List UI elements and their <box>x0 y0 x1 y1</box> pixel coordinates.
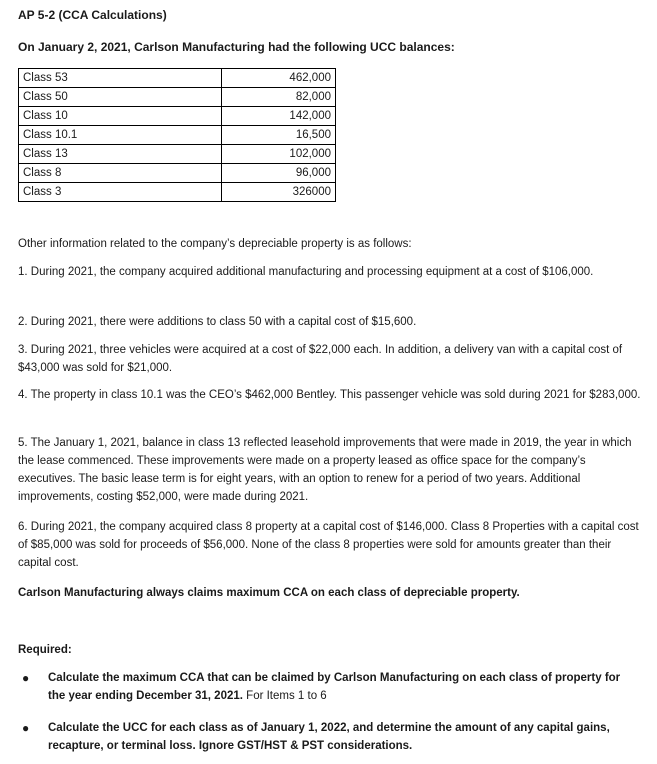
amount-cell: 96,000 <box>221 164 335 183</box>
required-item-2-bold: Calculate the UCC for each class as of January 1, 2022, and determine the amount of any capital gains, recapture, or terminal loss. Ignore GST/HST & PST considerations. <box>48 722 610 752</box>
amount-cell: 82,000 <box>221 88 335 107</box>
class-cell: Class 10.1 <box>19 126 222 145</box>
class-cell: Class 50 <box>19 88 222 107</box>
table-row <box>19 164 336 183</box>
intro-text: On January 2, 2021, Carlson Manufacturing had the following UCC balances: <box>18 40 455 54</box>
item-3: 3. During 2021, three vehicles were acquired at a cost of $22,000 each. In addition, a delivery van with a capital cost of $43,000 was sold for $21,000. <box>18 344 623 374</box>
table-row <box>19 88 336 107</box>
item-1: 1. During 2021, the company acquired additional manufacturing and processing equipment at a cost of $106,000. <box>18 266 594 278</box>
item-6: 6. During 2021, the company acquired class 8 property at a capital cost of $146,000. Class 8 Properties with a capital cost of $85,000 was sold for proceeds of $56,000. None of the class 8 properties were sold for amounts greater than their capital cost. <box>18 521 639 569</box>
amount-cell: 142,000 <box>221 107 335 126</box>
max-cca-note: Carlson Manufacturing always claims maximum CCA on each class of depreciable property. <box>18 587 520 599</box>
class-cell: Class 3 <box>19 183 222 202</box>
table-row <box>19 126 336 145</box>
problem-title: AP 5-2 (CCA Calculations) <box>18 8 167 22</box>
table-row <box>19 145 336 164</box>
bullet-icon: ● <box>22 671 30 685</box>
class-cell: Class 53 <box>19 69 222 88</box>
required-item-1-plain: For Items 1 to 6 <box>242 690 327 702</box>
table-row <box>19 107 336 126</box>
amount-cell: 462,000 <box>221 69 335 88</box>
amount-cell: 326000 <box>221 183 335 202</box>
required-item-2 <box>22 719 638 755</box>
required-heading: Required: <box>18 644 72 656</box>
bullet-icon: ● <box>22 721 30 735</box>
ucc-balances-table <box>18 68 336 202</box>
item-2: 2. During 2021, there were additions to class 50 with a capital cost of $15,600. <box>18 316 417 328</box>
table-row <box>19 183 336 202</box>
amount-cell: 16,500 <box>221 126 335 145</box>
class-cell: Class 10 <box>19 107 222 126</box>
other-info-text: Other information related to the company’s depreciable property is as follows: <box>18 238 412 250</box>
class-cell: Class 8 <box>19 164 222 183</box>
required-item-1 <box>22 669 638 705</box>
item-4: 4. The property in class 10.1 was the CEO’s $462,000 Bentley. This passenger vehicle was sold during 2021 for $283,000. <box>18 389 641 401</box>
class-cell: Class 13 <box>19 145 222 164</box>
amount-cell: 102,000 <box>221 145 335 164</box>
table-row <box>19 69 336 88</box>
required-item-1-bold: Calculate the maximum CCA that can be claimed by Carlson Manufacturing on each class of property for the year ending December 31, 2021. <box>48 672 621 702</box>
item-5: 5. The January 1, 2021, balance in class 13 reflected leasehold improvements that were made in 2019, the year in which the lease commenced. These improvements were made on a property leased as office space for the company’s executives. The basic lease term is for eight years, with an option to renew for a period of two years. Additional improvements, costing $52,000, were made during 2021. <box>18 437 632 503</box>
